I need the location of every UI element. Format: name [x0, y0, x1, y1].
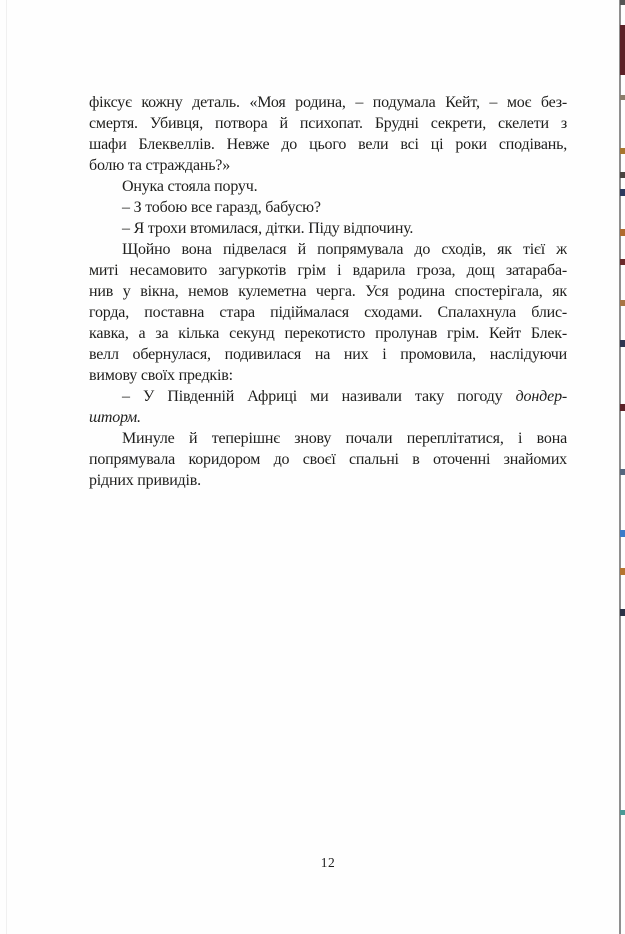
text-segment: Щойно вона підвелася й попрямувала до сходів, як тієї ж	[122, 241, 567, 258]
text-line	[89, 365, 567, 386]
text-line	[89, 134, 567, 155]
text-line	[89, 260, 567, 281]
text-segment: нив у вікна, немов кулеметна черга. Уся родина спостерігала, як	[89, 283, 567, 300]
text-segment: попрямувала коридором до своєї спальні в оточенні знайомих	[89, 451, 567, 468]
text-line	[89, 323, 567, 344]
text-segment: – У Південній Африці ми називали таку погоду	[122, 388, 516, 405]
text-block	[89, 92, 567, 491]
text-line	[89, 449, 567, 470]
left-edge-line	[6, 0, 7, 934]
text-line	[89, 386, 567, 407]
text-segment: вимову своїх предків:	[89, 367, 233, 384]
italic-text-segment: шторм.	[89, 409, 141, 426]
text-segment: шафи Блеквеллів. Невже до цього вели всі ці роки сподівань,	[89, 136, 567, 153]
text-line	[89, 197, 567, 218]
text-segment: фіксує кожну деталь. «Моя родина, – подумала Кейт, – моє без-	[89, 94, 567, 111]
text-line	[89, 176, 567, 197]
text-segment: Минуле й теперішнє знову почали переплітатися, і вона	[122, 430, 567, 447]
italic-text-segment: дондер-	[515, 388, 567, 405]
text-line	[89, 407, 567, 428]
text-segment: кавка, а за кілька секунд перекотисто пролунав грім. Кейт Блек-	[89, 325, 567, 342]
text-line	[89, 344, 567, 365]
text-segment: болю та страждань?»	[89, 157, 231, 174]
text-segment: – З тобою все гаразд, бабусю?	[122, 199, 321, 216]
text-segment: смертя. Убивця, потвора й психопат. Брудні секрети, скелети з	[89, 115, 567, 132]
text-segment: Онука стояла поруч.	[122, 178, 258, 195]
text-line	[89, 470, 567, 491]
right-edge-line	[619, 0, 621, 934]
text-line	[89, 281, 567, 302]
text-segment: – Я трохи втомилася, дітки. Піду відпочину.	[122, 220, 414, 237]
text-line	[89, 239, 567, 260]
text-line	[89, 113, 567, 134]
text-segment: горда, поставна стара підіймалася сходами. Спалахнула блис-	[89, 304, 567, 321]
text-line	[89, 155, 567, 176]
page-number: 12	[320, 855, 336, 870]
text-segment: миті несамовито загуркотів грім і вдарила гроза, дощ затараба-	[89, 262, 567, 279]
text-line	[89, 428, 567, 449]
text-line	[89, 92, 567, 113]
text-line	[89, 302, 567, 323]
text-line	[89, 218, 567, 239]
text-segment: велл обернулася, подивилася на них і промовила, наслідуючи	[89, 346, 567, 363]
text-segment: рідних привидів.	[89, 472, 201, 489]
